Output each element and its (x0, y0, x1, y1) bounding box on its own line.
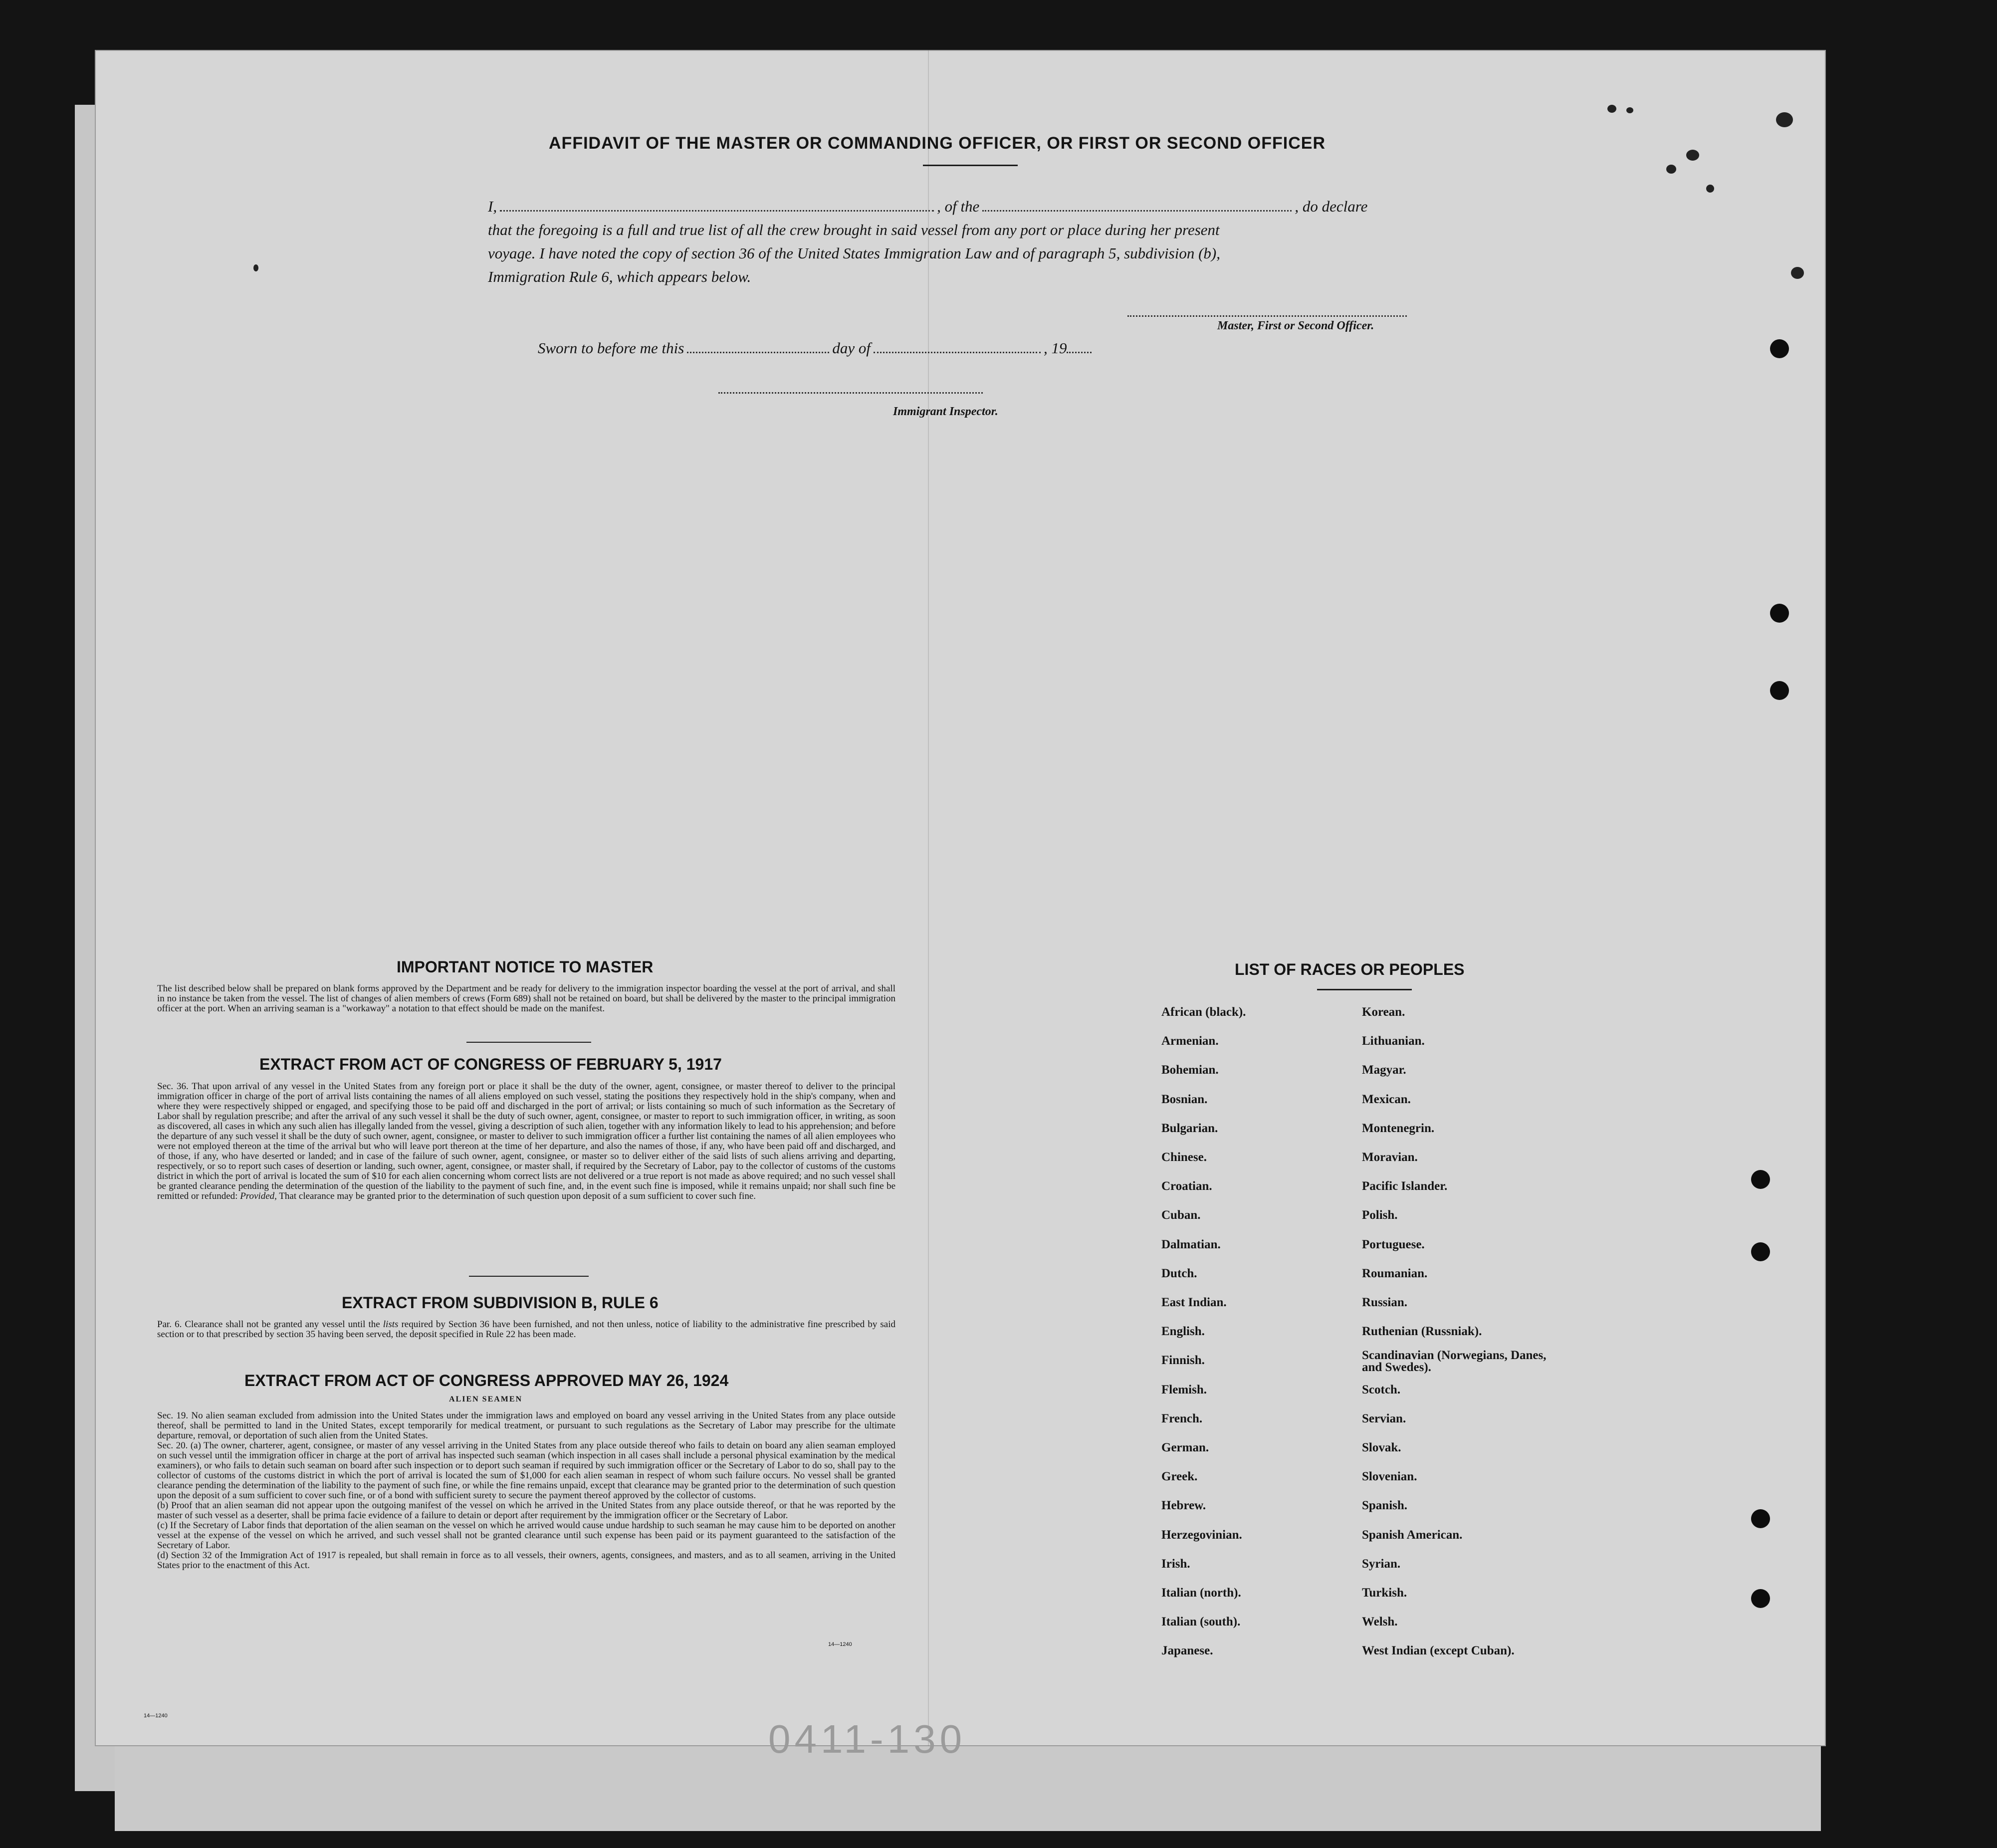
race-entry: Spanish. (1362, 1499, 1408, 1513)
section-divider (469, 1276, 589, 1277)
section-36-label: Sec. 36. (157, 1081, 189, 1092)
race-entry: Scandinavian (Norwegians, Danes, and Swedes). (1362, 1349, 1547, 1375)
race-entry: Italian (south). (1161, 1615, 1241, 1629)
act-1924-title: EXTRACT FROM ACT OF CONGRESS APPROVED MAY 26, 1924 (244, 1372, 729, 1389)
ink-speck (1706, 185, 1714, 193)
race-entry: Slovenian. (1362, 1470, 1417, 1484)
race-entry: Turkish. (1362, 1586, 1407, 1600)
ink-speck (1776, 112, 1793, 127)
title-underline (1317, 989, 1412, 990)
race-entry: Cuban. (1161, 1208, 1201, 1222)
race-entry: French. (1161, 1411, 1203, 1425)
race-entry: Spanish American. (1362, 1528, 1463, 1542)
title-underline (923, 165, 1018, 166)
lists-word: lists (383, 1319, 399, 1330)
race-entry: West Indian (except Cuban). (1362, 1644, 1515, 1658)
ink-speck (253, 264, 258, 271)
race-entry: Syrian. (1362, 1557, 1401, 1571)
race-entry: Bosnian. (1161, 1092, 1208, 1106)
binder-hole (1770, 681, 1789, 700)
ink-speck (1791, 267, 1804, 279)
notice-body: The list described below shall be prepared on blank forms approved by the Department and be ready for delivery to the immigration inspector boarding the vessel at the port of arrival, and shall in no instance be taken from the vessel. The list of changes of alien members of crews (Form 689) shall not be retained on board, but shall be delivered by the master to the principal immigration officer at the port. When an arriving seaman is a "workaway" a notation to that effect should be made on the manifest. (157, 983, 895, 1014)
pencil-reference-number: 0411-130 (768, 1717, 966, 1761)
ink-speck (1607, 105, 1616, 113)
race-entry: Mexican. (1362, 1092, 1411, 1106)
sworn-month-blank (874, 352, 1041, 353)
race-entry: Moravian. (1362, 1151, 1418, 1164)
master-signature-label: Master, First or Second Officer. (1217, 319, 1374, 332)
race-entry: Montenegrin. (1362, 1121, 1435, 1135)
race-entry: Flemish. (1161, 1383, 1207, 1396)
race-entry: Servian. (1362, 1411, 1406, 1425)
section-36-proviso: That clearance may be granted prior to the determination of such question upon deposit of a sum sufficient to cover such fine. (279, 1191, 756, 1201)
race-entry: Irish. (1161, 1557, 1190, 1571)
do-declare-label: , do declare (1295, 198, 1368, 215)
year-prefix: , 19 (1043, 339, 1067, 357)
section-20a (157, 1441, 895, 1501)
race-entry: Magyar. (1362, 1063, 1406, 1077)
vessel-name-blank (982, 210, 1292, 212)
race-entry: Herzegovinian. (1161, 1528, 1242, 1542)
declaration-line-3: voyage. I have noted the copy of section 36 of the United States Immigration Law and of paragraph 5, subdivision (b), (488, 244, 1220, 262)
ink-speck (1686, 150, 1699, 161)
rule-6-text-b: required by Section 36 have been furnished, and not then unless, notice of liability to the administrative fine prescribed by said section or to that prescribed by section 35 having been served, the deposit specified in Rule 22 has been made. (157, 1319, 896, 1340)
binder-hole (1751, 1589, 1770, 1608)
race-entry: Dutch. (1161, 1266, 1197, 1280)
binder-hole (1751, 1170, 1770, 1189)
section-divider (466, 1042, 591, 1043)
race-entry: Finnish. (1161, 1354, 1205, 1368)
race-entry: Japanese. (1161, 1644, 1213, 1658)
section-36-text: That upon arrival of any vessel in the United States from any foreign port or place it shall be the duty of the owner, agent, consignee, or master thereof to deliver to the principal immigration officer in charge of the port of arrival lists containing the names of all aliens employed on such vessel, stating the positions they respectively hold in the ship's company, when and where they were respectively shipped or engaged, and specifying those to be paid off and discharged in the port of arrival; or lists containing so much of such information as the Secretary of Labor shall by regulation prescribe; and after the arrival of any such vessel it shall be the duty of such owner, agent, consignee, or master to report to such immigration officer, in writing, as soon as discovered, all cases in which any such alien has illegally landed from the vessel, giving a description of such alien, together with any information likely to lead to his apprehension; and before the departure of any such vessel it shall be the duty of such owner, agent, consignee, or master to deliver to such immigration officer a further list containing the names of all alien employees who were not employed thereon at the time of the arrival but who will leave port thereon at the time of her departure, and also the names of those, if any, who have been paid off and discharged, and of those, if any, who have deserted or landed; and in case of the failure of such owner, agent, consignee, or master so to deliver either of the said lists of such aliens arriving and departing, respectively, or so to report such cases of desertion or landing, such owner, agent, consignee, or master shall, if required by the Secretary of Labor, pay to the collector of customs of the customs district in which the port of arrival is located the sum of $10 for each alien concerning whom correct lists are not delivered or a true report is not made as above required; and no such vessel shall be granted clearance pending the determination of the question of the liability to the payment of such fine, and, in the event such fine is imposed, while it remains unpaid; nor shall such fine be remitted or refunded: (157, 1081, 895, 1201)
race-entry: English. (1161, 1325, 1205, 1339)
race-entry: Portuguese. (1362, 1237, 1425, 1251)
race-entry: Chinese. (1161, 1151, 1207, 1164)
race-entry: German. (1161, 1441, 1209, 1454)
declaration-line-4: Immigration Rule 6, which appears below. (488, 268, 751, 285)
section-19 (157, 1411, 895, 1441)
act-1924-body (157, 1411, 895, 1571)
race-entry: Croatian. (1161, 1179, 1212, 1193)
rule-6-body (157, 1320, 895, 1340)
ink-speck (1626, 107, 1633, 113)
section-20c: (c) If the Secretary of Labor finds that deportation of the alien seaman on the vessel on which he arrived would cause undue hardship to such seaman he may cause him to be deported on another vessel at the expense of the vessel on which he arrived, and such vessel shall not be granted clearance until such expense has been paid or its payment guaranteed to the satisfaction of the Secretary of Labor. (157, 1520, 895, 1551)
extract-1917-body (157, 1082, 895, 1201)
rule-6-text-a: Par. 6. Clearance shall not be granted any vessel until the (157, 1319, 380, 1330)
race-entry: Italian (north). (1161, 1586, 1241, 1600)
sworn-prefix: Sworn to before me this (538, 339, 684, 357)
form-number-margin: 14—1240 (144, 1713, 168, 1719)
section-19-label: Sec. 19. (157, 1410, 189, 1421)
section-20d: (d) Section 32 of the Immigration Act of 1917 is repealed, but shall remain in force as to all vessels, their owners, agents, consignees, and masters, and as to all seamen, arriving in the United States prior to the enactment of this Act. (157, 1550, 895, 1571)
binder-hole (1770, 604, 1789, 623)
section-20-label: Sec. 20. (157, 1440, 188, 1451)
race-entry: Pacific Islander. (1362, 1179, 1448, 1193)
race-entry: Greek. (1161, 1470, 1198, 1484)
race-entry: Slovak. (1362, 1441, 1401, 1454)
race-entry: Welsh. (1362, 1615, 1398, 1629)
race-entry: Armenian. (1161, 1034, 1219, 1048)
sworn-year-blank (1067, 352, 1092, 353)
race-entry: Russian. (1362, 1296, 1408, 1309)
races-list-title: LIST OF RACES OR PEOPLES (1235, 960, 1465, 978)
race-entry: Roumanian. (1362, 1266, 1428, 1280)
binder-hole (1751, 1509, 1770, 1528)
section-20a-text: (a) The owner, charterer, agent, consignee, or master of any vessel arriving in the United States from any place outside thereof who fails to detain on board any alien seaman employed on such vessel until the immigration officer in charge at the port of arrival has inspected such seaman (which inspection in all cases shall include a personal physical examination by the medical examiners), or who fails to detain such seaman on board after such inspection or to deport such seaman if required by such immigration officer or the Secretary of Labor to do so, shall pay to the collector of customs of the customs district in which the port of arrival is located the sum of $1,000 for each alien seaman in respect of whom such failure occurs. No vessel shall be granted clearance pending the determination of the liability to the payment of such fine, or while the fine remains unpaid, except that clearance may be granted prior to the determination of such question upon the deposit of a sum sufficient to cover such fine, or of a bond with sufficient surety to secure the payment thereof approved by the collector of customs. (157, 1440, 896, 1501)
sworn-statement (538, 339, 1092, 357)
i-label: I, (488, 198, 497, 215)
provided-word: Provided, (240, 1191, 277, 1201)
master-signature-line (1127, 315, 1407, 317)
notice-title: IMPORTANT NOTICE TO MASTER (397, 958, 654, 976)
race-entry: Bohemian. (1161, 1063, 1219, 1077)
ink-speck (1666, 165, 1676, 174)
form-number: 14—1240 (828, 1641, 852, 1647)
page-fold-line (928, 50, 929, 1746)
sworn-day-blank (687, 352, 829, 353)
binder-hole (1770, 339, 1789, 358)
section-20b: (b) Proof that an alien seaman did not appear upon the outgoing manifest of the vessel on which he arrived in the United States from any place outside thereof, or that he was reported by the master of such vessel as a deserter, shall be prima facie evidence of a failure to detain or deport after requirement by the immigration officer or the Secretary of Labor. (157, 1500, 895, 1521)
race-entry: Korean. (1362, 1005, 1405, 1019)
alien-seamen-subtitle: ALIEN SEAMEN (449, 1395, 523, 1403)
inspector-signature-label: Immigrant Inspector. (893, 405, 998, 418)
affidavit-title: AFFIDAVIT OF THE MASTER OR COMMANDING OFFICER, OR FIRST OR SECOND OFFICER (549, 134, 1326, 153)
declaration-line-2: that the foregoing is a full and true list of all the crew brought in said vessel from any port or place during her present (488, 221, 1220, 238)
race-entry: Bulgarian. (1161, 1121, 1218, 1135)
race-entry: Dalmatian. (1161, 1237, 1221, 1251)
extract-1917-title: EXTRACT FROM ACT OF CONGRESS OF FEBRUARY 5, 1917 (259, 1055, 722, 1073)
race-entry: African (black). (1161, 1005, 1246, 1019)
rule-6-title: EXTRACT FROM SUBDIVISION B, RULE 6 (342, 1294, 659, 1312)
affidavit-declaration (488, 195, 1446, 288)
inspector-signature-line (718, 392, 983, 394)
race-entry: Hebrew. (1161, 1499, 1206, 1513)
race-entry: Lithuanian. (1362, 1034, 1425, 1048)
section-19-text: No alien seaman excluded from admission into the United States under the immigration laws and employed on board any vessel arriving in the United States from any place outside thereof, shall be permitted to land in the United States, except temporarily for medical treatment, or pursuant to such regulations as the Secretary of Labor may prescribe for the ultimate departure, removal, or deportation of such alien from the United States. (157, 1410, 895, 1441)
race-entry: Polish. (1362, 1208, 1398, 1222)
of-the-label: , of the (937, 198, 980, 215)
race-entry: Scotch. (1362, 1383, 1401, 1396)
officer-name-blank (500, 210, 934, 212)
race-entry: Ruthenian (Russniak). (1362, 1325, 1482, 1339)
race-entry: East Indian. (1161, 1296, 1227, 1309)
day-of-label: day of (832, 339, 871, 357)
declaration-line-1 (488, 195, 1446, 218)
binder-hole (1751, 1242, 1770, 1261)
